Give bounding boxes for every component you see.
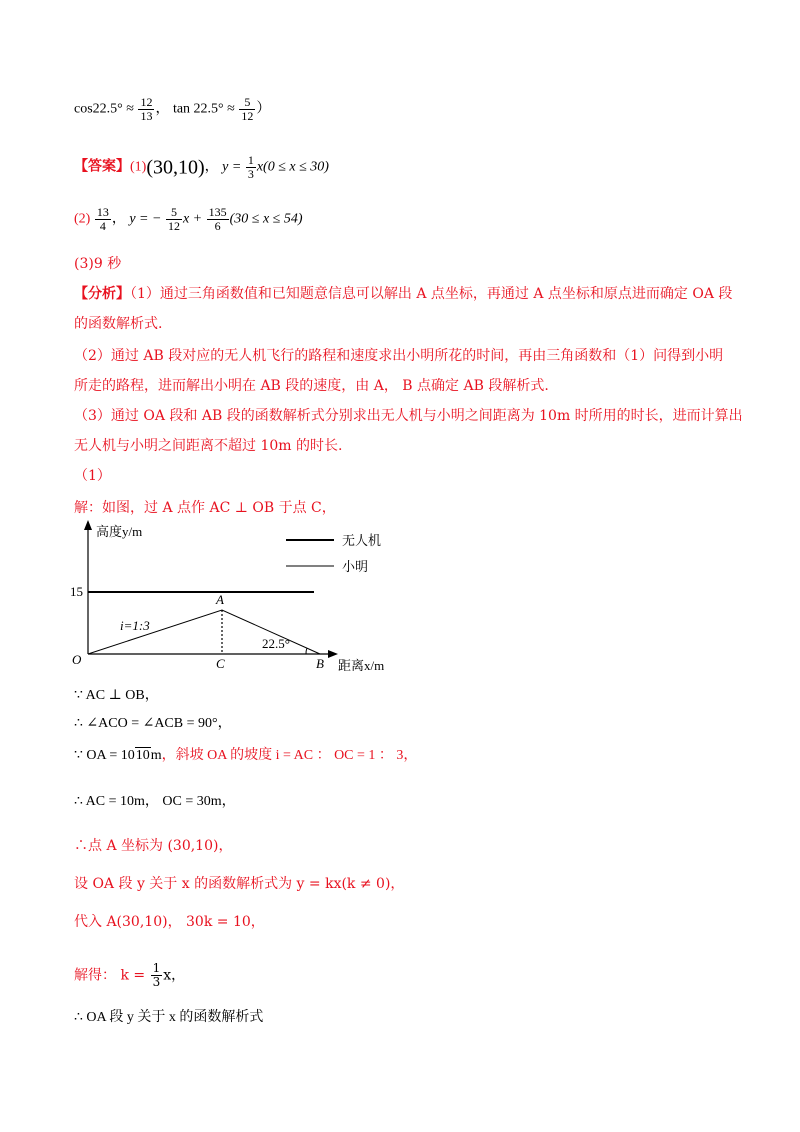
header-trig-values: cos22.5° ≈ $\frac{12}{13}$ ， tan 22.5° ≈ $\frac{5}{12}$ ）	[74, 95, 271, 123]
analysis-tag: 【分析】	[74, 286, 130, 302]
answer-tag: 【答案】	[74, 159, 130, 175]
y-axis-arrow	[84, 520, 92, 530]
answer-part-2: (2) $\frac{13}{4}$ ， y = − $\frac{5}{12}$ x + $\frac{135}{6}$ (30 ≤ x ≤ 54)	[74, 205, 303, 233]
height-distance-figure	[70, 518, 410, 678]
answer-part-1: 【答案】(1)(30,10)， y = $\frac{1}{3}$ x(0 ≤ x ≤ 30)	[74, 153, 329, 181]
x-axis-arrow	[328, 650, 338, 658]
y-axis-label: 高度y/m	[96, 524, 143, 539]
analysis-p2-line1: （2）通过 AB 段对应的无人机飞行的路程和速度求出小明所花的时间，再由三角函数和（1）问得到小明	[74, 348, 724, 364]
answer-oa-slope: $\frac{1}{3}$	[247, 153, 254, 181]
solution-part-label: （1）	[74, 468, 111, 484]
solution-step-7: 代入 A(30,10)， 30k = 10，	[74, 914, 265, 930]
solution-step-1: ∵ AC ⊥ OB，	[74, 688, 159, 703]
solution-step-2: ∴ ∠ACO = ∠ACB = 90°，	[74, 716, 232, 731]
analysis-p3-line2: 无人机与小明之间距离不超过 10m 的时长.	[74, 438, 343, 454]
cos-fraction: $\frac{12}{13}$	[140, 95, 153, 123]
angle-label: 22.5°	[262, 636, 290, 651]
answer-speed-fraction: $\frac{13}{4}$	[96, 205, 109, 233]
answer-point-a: (30,10)	[146, 156, 205, 179]
solution-step-5: ∴点 A 坐标为 (30,10)，	[74, 838, 233, 854]
tan-expression: tan 22.5° ≈	[172, 101, 235, 117]
analysis-p1-line1: 【分析】（1）通过三角函数值和已知题意信息可以解出 A 点坐标，再通过 A 点坐标和原点进而确定 OA 段	[74, 286, 733, 302]
solution-step-4: ∴ AC = 10m， OC = 30m，	[74, 794, 236, 809]
y-tick-15: 15	[70, 584, 83, 599]
analysis-p1-line2: 的函数解析式.	[74, 316, 163, 332]
angle-arc-b	[306, 648, 307, 654]
tan-fraction: $\frac{5}{12}$	[241, 95, 254, 123]
cos-expression: cos22.5° ≈	[74, 101, 134, 117]
solution-step-9: ∴ OA 段 y 关于 x 的函数解析式	[74, 1010, 264, 1025]
x-axis-label: 距离x/m	[338, 658, 385, 673]
legend-xiaoming-label: 小明	[342, 559, 369, 574]
analysis-p2-line2: 所走的路程，进而解出小明在 AB 段的速度，由 A， B 点确定 AB 段解析式.	[74, 378, 549, 394]
point-o-label: O	[72, 652, 82, 667]
solution-intro: 解：如图，过 A 点作 AC ⊥ OB 于点 C，	[74, 500, 336, 516]
solution-step-3: ∵ OA = 1010m，斜坡 OA 的坡度 i = AC ： OC = 1 ： 3，	[74, 748, 418, 763]
slope-label: i=1:3	[120, 618, 150, 633]
solution-step-8: 解得： k = $\frac{1}{3}$ x，	[74, 961, 186, 989]
k-fraction: $\frac{1}{3}$	[152, 961, 161, 989]
point-c-label: C	[216, 656, 225, 671]
legend-drone-label: 无人机	[342, 533, 382, 548]
solution-step-6: 设 OA 段 y 关于 x 的函数解析式为 y = kx(k ≠ 0)，	[74, 876, 405, 892]
point-b-label: B	[316, 656, 324, 671]
point-a-label: A	[216, 592, 224, 607]
analysis-p3-line1: （3）通过 OA 段和 AB 段的函数解析式分别求出无人机与小明之间距离为 10m 时所用的时长，进而计算出	[74, 408, 743, 424]
sqrt-10: 10	[135, 748, 150, 763]
answer-part-3: (3)9 秒	[74, 256, 122, 272]
